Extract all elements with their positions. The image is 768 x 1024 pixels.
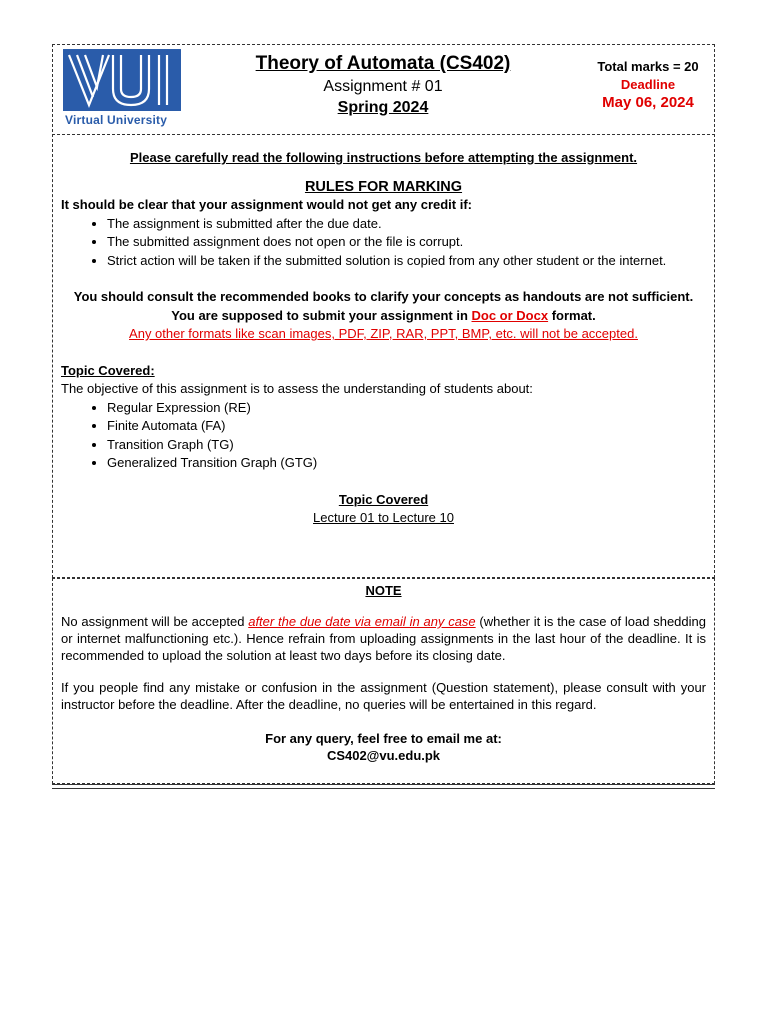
vu-logo: [63, 49, 185, 129]
topic-item: • Transition Graph (TG): [107, 436, 706, 455]
submit-prefix: You are supposed to submit your assignment in: [171, 307, 472, 323]
note-p1-prefix: No assignment will be accepted: [61, 614, 249, 629]
semester: Spring 2024: [337, 99, 429, 116]
instructions-section: [52, 134, 715, 578]
instructions-intro: Please carefully read the following instructions before attempting the assignment.: [129, 150, 638, 165]
title-block: [213, 53, 553, 117]
query-text: For any query, feel free to email me at:: [265, 731, 502, 746]
rules-title: RULES FOR MARKING: [304, 178, 463, 195]
note-p1-suffix: (whether it is the case of load shedding or internet malfunctioning etc.). Hence refrain from uploading assignments in the last hour of the deadline. It is recommended to upload the solution at least two days before its closing date.: [61, 614, 706, 663]
submit-suffix: format.: [548, 307, 596, 323]
rules-list: [61, 215, 706, 271]
note-paragraph-1: [61, 613, 706, 664]
topic-objective: The objective of this assignment is to assess the understanding of students about:: [61, 381, 533, 396]
vu-logo-mark: [63, 49, 181, 111]
note-heading: NOTE: [365, 583, 402, 598]
topic-item: • Regular Expression (RE): [107, 399, 706, 418]
lecture-range: Lecture 01 to Lecture 10: [313, 510, 454, 525]
header: [52, 44, 715, 132]
deadline-label: Deadline: [620, 77, 676, 92]
note-paragraph-2: If you people find any mistake or confusion in the assignment (Question statement), please consult with your instructor before the deadline. After the deadline, no queries will be entertained in this regard.: [61, 680, 706, 712]
rule-item: • Strict action will be taken if the submitted solution is copied from any other student or the internet.: [107, 252, 706, 271]
rule-item: • The assignment is submitted after the due date.: [107, 215, 706, 234]
note-p1-emphasis: after the due date via email in any case: [248, 614, 476, 629]
submit-format: Doc or Docx: [471, 307, 549, 323]
note-section: [52, 578, 715, 784]
rule-item: • The submitted assignment does not open or the file is corrupt.: [107, 233, 706, 252]
course-title: Theory of Automata (CS402): [255, 53, 511, 74]
submit-format-line: [61, 307, 706, 326]
deadline-date: May 06, 2024: [602, 94, 694, 111]
topic-covered-heading: Topic Covered: [338, 491, 429, 507]
total-marks: Total marks = 20: [597, 59, 699, 74]
page-bottom-rule: [52, 784, 715, 789]
topic-item: • Generalized Transition Graph (GTG): [107, 454, 706, 473]
rules-intro: It should be clear that your assignment would not get any credit if:: [61, 197, 472, 212]
marks-block: [583, 59, 713, 111]
topic-heading: Topic Covered:: [61, 362, 155, 378]
consult-text: You should consult the recommended books to clarify your concepts as handouts are not sufficient.: [73, 289, 694, 304]
assignment-number: Assignment # 01: [323, 78, 443, 95]
logo-text: Virtual University: [65, 113, 168, 127]
contact-email[interactable]: CS402@vu.edu.pk: [326, 748, 441, 763]
topic-item: • Finite Automata (FA): [107, 417, 706, 436]
assignment-page: [52, 44, 715, 789]
other-formats-warning: Any other formats like scan images, PDF, ZIP, RAR, PPT, BMP, etc. will not be accepted.: [129, 326, 638, 341]
topic-list: [61, 399, 706, 473]
